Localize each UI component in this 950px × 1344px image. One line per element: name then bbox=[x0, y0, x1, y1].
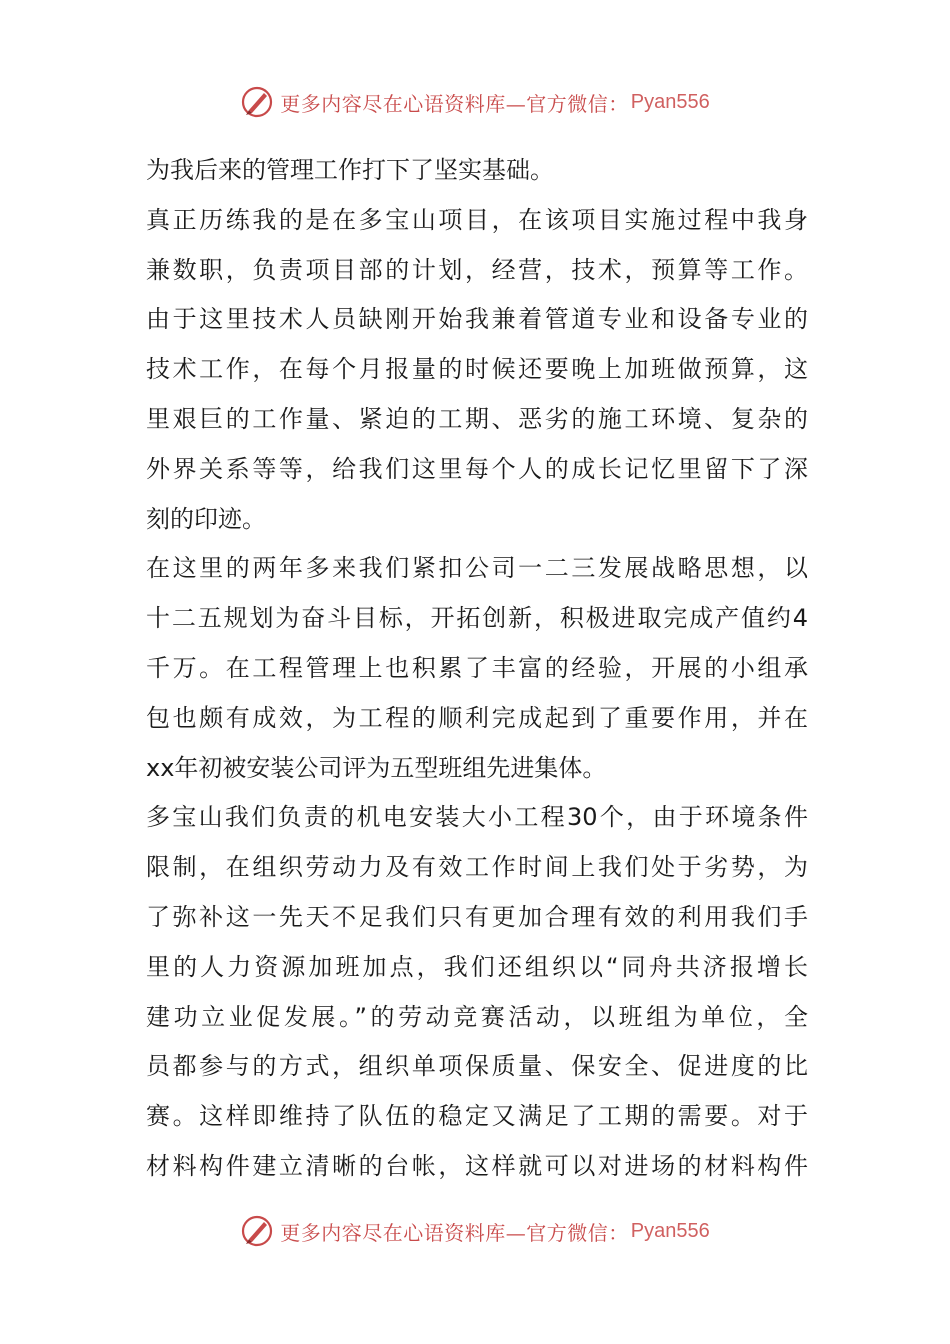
text-line: 十二五规划为奋斗目标，开拓创新，积极进取完成产值约4 bbox=[146, 604, 808, 633]
banner-handle: Pyan556 bbox=[630, 90, 710, 113]
header-banner bbox=[0, 82, 950, 122]
pen-logo-icon bbox=[240, 1214, 274, 1248]
footer-banner bbox=[0, 1211, 950, 1251]
banner-text: 更多内容尽在心语资料库—官方微信： bbox=[280, 91, 629, 116]
text-line: 千万。在工程管理上也积累了丰富的经验，开展的小组承 bbox=[146, 653, 808, 682]
text-line: 外界关系等等，给我们这里每个人的成长记忆里留下了深 bbox=[146, 454, 808, 483]
text-line: 在这里的两年多来我们紧扣公司一二三发展战略思想，以 bbox=[146, 554, 808, 583]
text-line: 多宝山我们负责的机电安装大小工程30个，由于环境条件 bbox=[146, 803, 808, 832]
text-line: 包也颇有成效，为工程的顺利完成起到了重要作用，并在 bbox=[146, 703, 808, 732]
text-line: 里的人力资源加班加点，我们还组织以“同舟共济报增长 bbox=[146, 952, 808, 981]
text-line: 员都参与的方式，组织单项保质量、保安全、促进度的比 bbox=[146, 1052, 808, 1081]
banner-handle: Pyan556 bbox=[630, 1219, 710, 1242]
text-line: 了弥补这一先天不足我们只有更加合理有效的利用我们手 bbox=[146, 902, 808, 931]
text-line: 技术工作，在每个月报量的时候还要晚上加班做预算，这 bbox=[146, 355, 808, 384]
banner-text: 更多内容尽在心语资料库—官方微信： bbox=[280, 1220, 629, 1245]
text-line: 真正历练我的是在多宝山项目，在该项目实施过程中我身 bbox=[146, 205, 808, 234]
text-line: 赛。这样即维持了队伍的稳定又满足了工期的需要。对于 bbox=[146, 1102, 808, 1131]
text-line: 刻的印迹。 bbox=[146, 504, 266, 533]
text-line: 里艰巨的工作量、紧迫的工期、恶劣的施工环境、复杂的 bbox=[146, 404, 808, 433]
document-body bbox=[146, 146, 808, 1192]
text-line: 由于这里技术人员缺刚开始我兼着管道专业和设备专业的 bbox=[146, 305, 808, 334]
text-line: 建功立业促发展。”的劳动竞赛活动，以班组为单位，全 bbox=[146, 1002, 808, 1031]
text-line: 限制，在组织劳动力及有效工作时间上我们处于劣势，为 bbox=[146, 853, 808, 882]
text-line: 兼数职，负责项目部的计划，经营，技术，预算等工作。 bbox=[146, 255, 808, 284]
pen-logo-icon bbox=[240, 85, 274, 119]
text-line: 材料构件建立清晰的台帐，这样就可以对进场的材料构件 bbox=[146, 1151, 808, 1180]
text-line: xx年初被安装公司评为五型班组先进集体。 bbox=[146, 753, 607, 782]
text-line: 为我后来的管理工作打下了坚实基础。 bbox=[146, 156, 554, 184]
